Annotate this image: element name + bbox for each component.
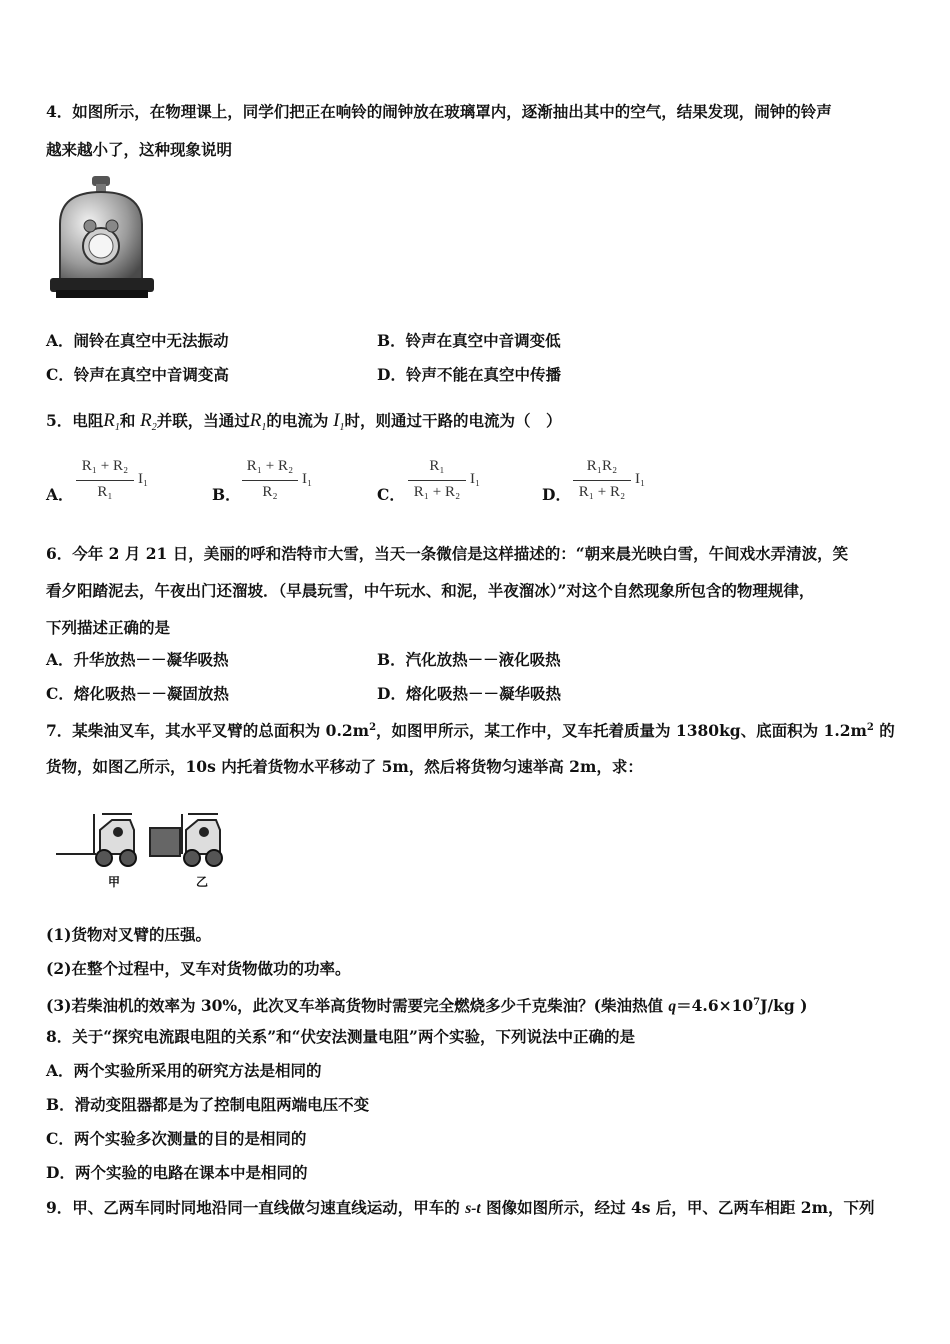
q5-text-4: 的电流为: [266, 411, 329, 430]
q8-option-c: C．两个实验多次测量的目的是相同的: [46, 1129, 307, 1148]
q6-stem-line1: 6．今年 2 月 21 日，美丽的呼和浩特市大雪，当天一条微信是这样描述的：“朝来晨光映白雪，午间戏水弄清波，笑: [46, 544, 849, 563]
q4-option-c: C．铃声在真空中音调变高: [46, 365, 229, 384]
q5-text-2: 和: [119, 411, 136, 430]
q5-text-5: 时，则通过干路的电流为（ ）: [344, 411, 562, 430]
q5-r1b-sub: 1: [261, 422, 267, 434]
q5-option-c-label: C．: [377, 485, 405, 504]
q7-sub2: (2)在整个过程中，叉车对货物做功的功率。: [46, 959, 351, 978]
q5-i1: I: [333, 410, 340, 431]
q8-stem: 8．关于“探究电流跟电阻的关系”和“伏安法测量电阻”两个实验，下列说法中正确的是: [46, 1027, 635, 1046]
q5-i1-sub: 1: [339, 422, 345, 434]
q5-option-d-label: D．: [542, 485, 571, 504]
q4-option-a: A．闹铃在真空中无法振动: [46, 331, 229, 350]
q9-stem: 9．甲、乙两车同时同地沿同一直线做匀速直线运动，甲车的 s-t 图像如图所示，经过 4s 后，甲、乙两车相距 2m，下列: [46, 1198, 875, 1217]
q5-r1-sub: 1: [114, 422, 120, 434]
q5-stem: [46, 411, 562, 438]
forklift-figure: [52, 808, 238, 892]
q7-sub1: (1)货物对叉臂的压强。: [46, 925, 211, 944]
q7-stem-line2: 货物，如图乙所示，10s 内托着货物水平移动了 5m，然后将货物匀速举高 2m，求：: [46, 757, 643, 776]
figure-label-jia: 甲: [108, 875, 121, 889]
q8-option-a: A．两个实验所采用的研究方法是相同的: [46, 1061, 322, 1080]
figure-label-yi: 乙: [196, 875, 209, 889]
q6-stem-line2: 看夕阳踏泥去，午夜出门还溜坡．（早晨玩雪，中午玩水、和泥，半夜溜冰）”对这个自然现象所包含的物理规律，: [46, 581, 815, 600]
q4-stem-line2: 越来越小了，这种现象说明: [46, 140, 233, 159]
q4-stem-line1: 4．如图所示，在物理课上，同学们把正在响铃的闹钟放在玻璃罩内，逐渐抽出其中的空气，结果发现，闹钟的铃声: [46, 102, 832, 121]
q6-option-d: D．熔化吸热－－凝华吸热: [377, 684, 561, 703]
q5-r1: R: [103, 410, 115, 431]
q5-text-3: 并联，当通过: [156, 411, 250, 430]
q4-option-d: D．铃声不能在真空中传播: [377, 365, 561, 384]
q6-option-c: C．熔化吸热－－凝固放热: [46, 684, 229, 703]
q6-stem-line3: 下列描述正确的是: [46, 618, 171, 637]
q5-option-b-label: B．: [212, 485, 241, 504]
q5-r2-sub: 2: [151, 422, 157, 434]
q7-sub3: (3)若柴油机的效率为 30%，此次叉车举高货物时需要完全燃烧多少千克柴油？(柴油热值 $q=4.6\times 10^7J/kg$ ): [46, 996, 808, 1016]
q5-r1b: R: [249, 410, 262, 431]
q8-option-d: D．两个实验的电路在课本中是相同的: [46, 1163, 308, 1182]
q6-option-a: A．升华放热－－凝华吸热: [46, 650, 229, 669]
q5-text-1: 5．电阻: [46, 411, 104, 430]
q4-option-b: B．铃声在真空中音调变低: [377, 331, 561, 350]
q5-option-a-label: A．: [46, 485, 74, 504]
q8-option-b: B．滑动变阻器都是为了控制电阻两端电压不变: [46, 1095, 370, 1114]
q7-stem-line1: 7．某柴油叉车，其水平叉臂的总面积为 $0.2m^2$，如图甲所示，某工作中，叉车托着质量为 1380kg、底面积为 $1.2m^2$ 的: [46, 721, 895, 741]
q5-r2: R: [140, 410, 152, 431]
bell-jar-figure: [46, 172, 158, 308]
q6-option-b: B．汽化放热－－液化吸热: [377, 650, 561, 669]
